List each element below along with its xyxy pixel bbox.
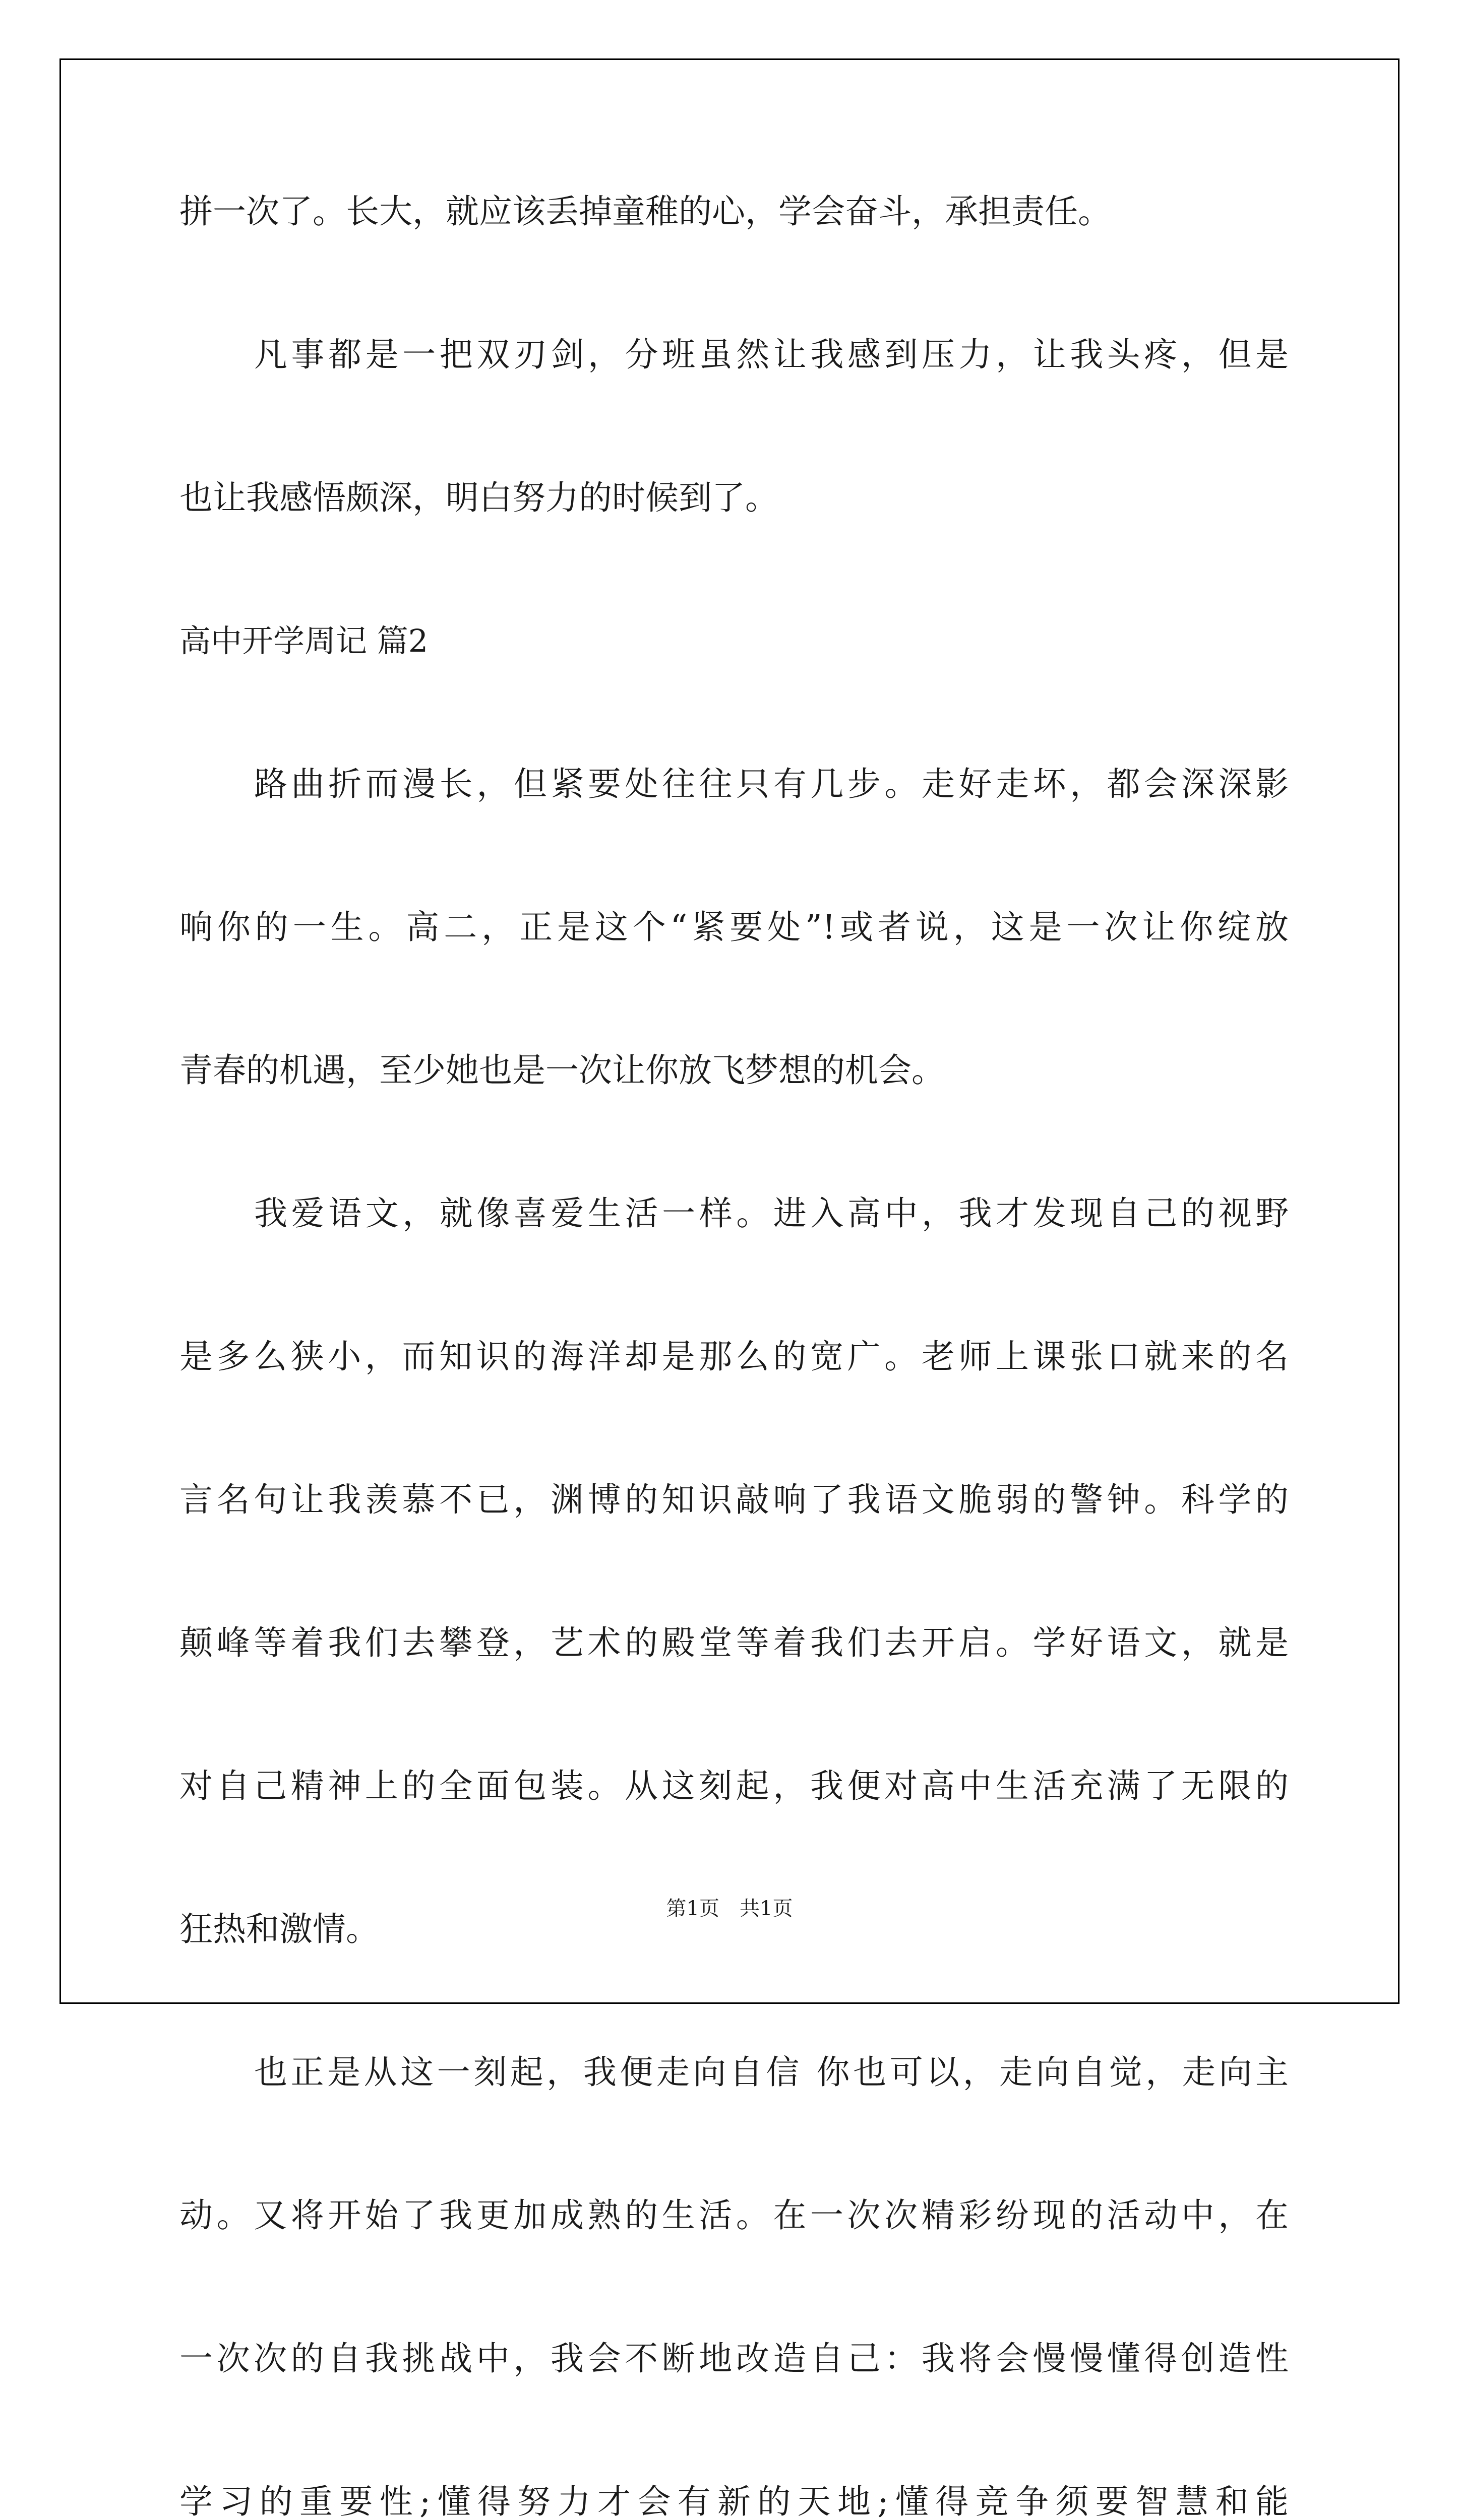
text-line: 言名句让我羡慕不已，渊博的知识敲响了我语文脆弱的警钟。科学的 — [179, 1480, 1289, 1519]
page-number-footer: 第1页 共1页 — [666, 1897, 793, 1920]
paragraph-line: 也正是从这一刻起，我便走向自信 你也可以，走向自觉，走向主 — [254, 2053, 1289, 2092]
text-line: 响你的一生。高二，正是这个“紧要处”!或者说，这是一次让你绽放 — [179, 908, 1289, 947]
text-line: 对自己精神上的全面包装。从这刻起，我便对高中生活充满了无限的 — [179, 1767, 1289, 1805]
text-line: 是多么狭小，而知识的海洋却是那么的宽广。老师上课张口就来的名 — [179, 1337, 1289, 1376]
text-line: 也让我感悟颇深，明白努力的时候到了。 — [179, 478, 778, 517]
paragraph-line: 我爱语文，就像喜爱生活一样。进入高中，我才发现自己的视野 — [254, 1194, 1289, 1233]
text-line: 动。又将开始了我更加成熟的生活。在一次次精彩纷现的活动中，在 — [179, 2196, 1289, 2235]
text-line: 一次次的自我挑战中，我会不断地改造自己：我将会慢慢懂得创造性 — [179, 2339, 1289, 2378]
text-line: 学习的重要性;懂得努力才会有新的天地;懂得竞争须要智慧和能 — [179, 2482, 1289, 2520]
paragraph-line: 凡事都是一把双刃剑，分班虽然让我感到压力，让我头疼，但是 — [254, 335, 1289, 374]
paragraph-line: 路曲折而漫长，但紧要处往往只有几步。走好走坏，都会深深影 — [254, 765, 1289, 803]
text-line: 颠峰等着我们去攀登，艺术的殿堂等着我们去开启。学好语文，就是 — [179, 1623, 1289, 1662]
text-line: 青春的机遇，至少她也是一次让你放飞梦想的机会。 — [179, 1051, 945, 1090]
section-heading: 高中开学周记 篇2 — [179, 622, 429, 659]
text-line: 拼一次了。长大，就应该丢掉童稚的心，学会奋斗，承担责任。 — [179, 192, 1111, 231]
document-body — [179, 187, 1289, 2520]
text-line: 狂热和激情。 — [179, 1910, 379, 1948]
